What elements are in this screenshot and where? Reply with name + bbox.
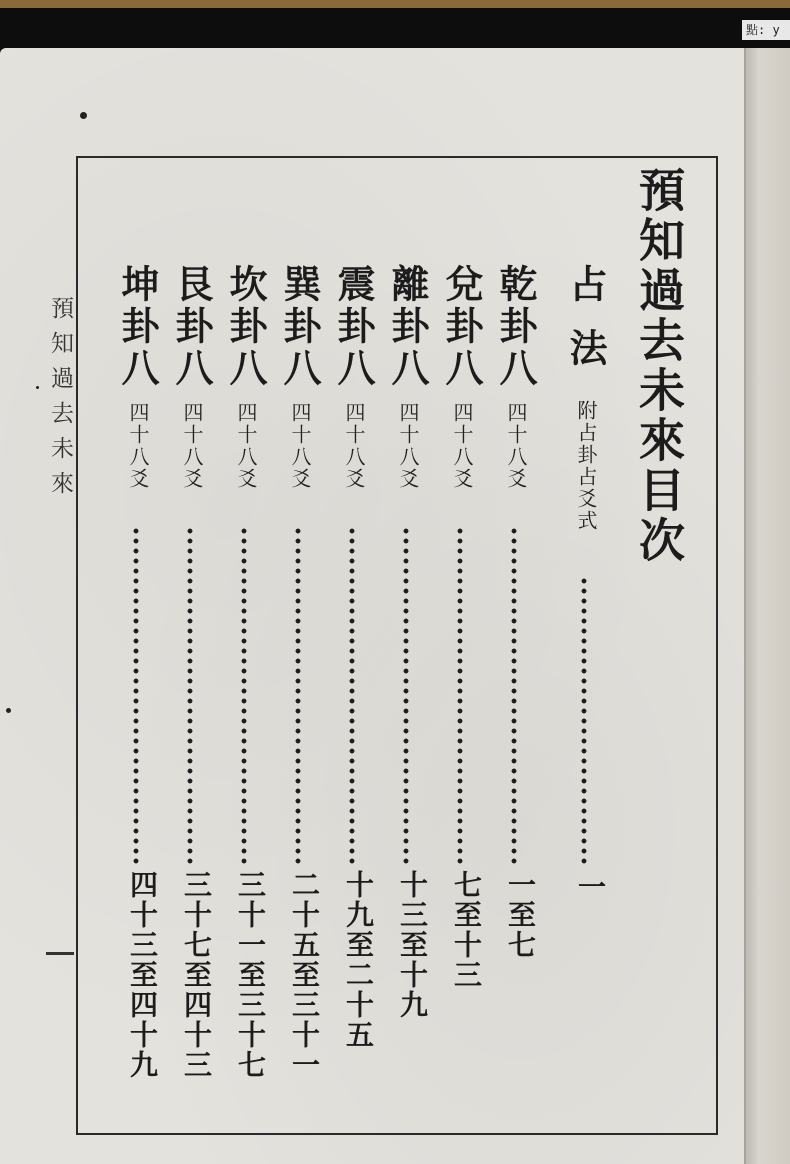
entry-name: 占法	[563, 264, 608, 392]
toc-entry	[223, 264, 268, 1084]
running-head: 預知過去未來	[47, 296, 73, 506]
entry-page-ref: 二十五至三十一	[288, 870, 321, 1080]
toc-entry	[169, 264, 214, 1084]
entry-page-ref: 四十三至四十九	[126, 870, 159, 1080]
dot-leader	[349, 526, 355, 866]
entry-name: 兌卦八	[439, 264, 484, 390]
entry-note: 四十八爻	[234, 402, 258, 490]
page-number-folio	[46, 952, 74, 955]
photo-top-edge	[0, 0, 790, 8]
toc-entry	[331, 264, 376, 1064]
entry-page-ref: 三十一至三十七	[234, 870, 267, 1080]
dot-leader	[187, 526, 193, 866]
entry-name: 乾卦八	[493, 264, 538, 390]
page-title: 預知過去未來目次	[632, 166, 686, 566]
dot-leader	[511, 526, 517, 866]
entry-note: 四十八爻	[126, 402, 150, 490]
entry-page-ref: 三十七至四十三	[180, 870, 213, 1080]
dot-leader	[133, 526, 139, 866]
entry-note: 四十八爻	[504, 402, 528, 490]
entry-page-ref: 十三至十九	[396, 870, 429, 1020]
ink-speck	[36, 386, 39, 389]
entry-note: 四十八爻	[180, 402, 204, 490]
entry-note: 四十八爻	[450, 402, 474, 490]
entry-page-ref: 十九至二十五	[342, 870, 375, 1050]
entry-name: 艮卦八	[169, 264, 214, 390]
entry-name: 巽卦八	[277, 264, 322, 390]
entry-page-ref: 一至七	[504, 870, 537, 960]
dot-leader	[457, 526, 463, 866]
toc-entry	[115, 264, 160, 1114]
ink-speck	[6, 708, 11, 713]
toc-entry	[493, 264, 538, 984]
corner-watermark-fragment: 點: y	[742, 20, 790, 40]
entry-name: 坎卦八	[223, 264, 268, 390]
entry-name: 震卦八	[331, 264, 376, 390]
entry-name: 離卦八	[385, 264, 430, 390]
entry-name: 坤卦八	[115, 264, 160, 390]
toc-entry	[277, 264, 322, 1084]
entry-note: 四十八爻	[396, 402, 420, 490]
entry-note: 附占卦占爻式	[574, 400, 598, 532]
toc-entry	[439, 264, 484, 990]
toc-entry	[563, 264, 608, 904]
adjacent-page-edge	[744, 48, 790, 1164]
photo-background	[0, 8, 790, 52]
entry-page-ref: 七至十三	[450, 870, 483, 990]
ink-speck	[80, 112, 87, 119]
toc-entry	[385, 264, 430, 1024]
dot-leader	[241, 526, 247, 866]
entry-note: 四十八爻	[342, 402, 366, 490]
dot-leader	[295, 526, 301, 866]
entry-note: 四十八爻	[288, 402, 312, 490]
dot-leader	[581, 576, 587, 866]
entry-page-ref: 一	[574, 872, 607, 902]
dot-leader	[403, 526, 409, 866]
